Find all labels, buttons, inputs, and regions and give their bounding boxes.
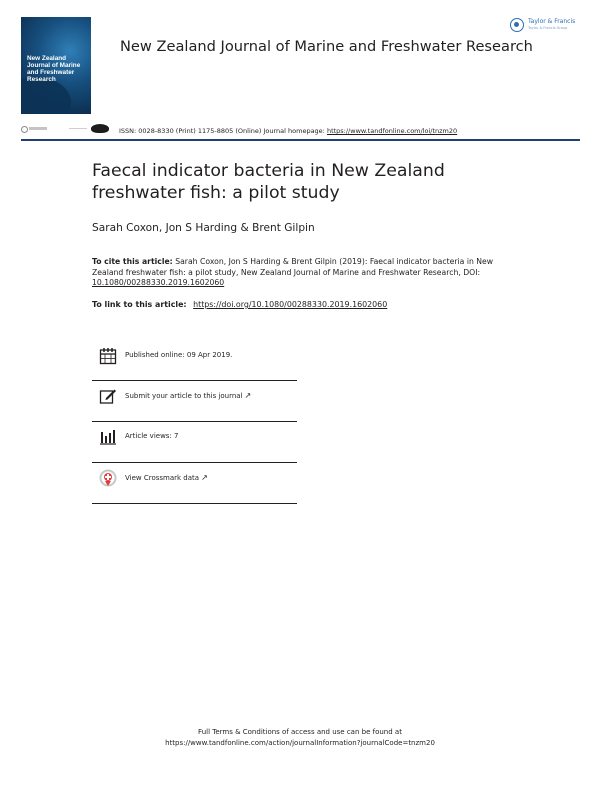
crossmark-link[interactable]: [125, 473, 208, 482]
bar-chart-icon: [99, 428, 117, 446]
publisher-logo[interactable]: [510, 16, 590, 36]
published-online-text: Published online: 09 Apr 2019.: [125, 351, 233, 359]
calendar-icon: [99, 347, 117, 365]
publisher-name: Taylor & Francis: [528, 18, 576, 25]
footer: [0, 727, 600, 749]
citation-label: To cite this article:: [92, 257, 173, 266]
crossmark-icon: [99, 469, 117, 487]
header-rule: [21, 139, 580, 141]
journal-homepage-link[interactable]: https://www.tandfonline.com/loi/tnzm20: [326, 127, 458, 135]
edit-icon: [99, 387, 117, 405]
divider-line: [69, 128, 87, 129]
partner-logo-icon: [91, 124, 109, 133]
article-doi-link[interactable]: https://doi.org/10.1080/00288330.2019.1602060: [193, 300, 388, 309]
footer-terms-text: Full Terms & Conditions of access and use can be found at: [198, 728, 402, 736]
citation-doi-link[interactable]: 10.1080/00288330.2019.1602060: [92, 278, 225, 288]
issn-line: [119, 127, 457, 135]
link-label: To link to this article:: [92, 300, 187, 309]
publisher-logo-icon: [510, 18, 524, 32]
issn-text: ISSN: 0028-8330 (Print) 1175-8805 (Online) Journal homepage:: [119, 127, 325, 135]
external-link-icon: ↗: [244, 391, 252, 400]
submit-article-text: Submit your article to this journal: [125, 392, 243, 400]
crossmark-text: View Crossmark data: [125, 474, 200, 482]
partner-logos: [21, 124, 111, 136]
citation-block: [92, 257, 512, 289]
divider: [92, 462, 297, 463]
citation-text: Sarah Coxon, Jon S Harding & Brent Gilpin (2019): Faecal indicator bacteria in New Zealand freshwater fish: a pilot study, New Zealand Journal of Marine and Freshwater Research, DOI:: [92, 257, 494, 277]
divider: [92, 380, 297, 381]
article-authors: Sarah Coxon, Jon S Harding & Brent Gilpin: [92, 222, 315, 234]
journal-cover-image: [21, 17, 91, 114]
footer-terms-link[interactable]: https://www.tandfonline.com/action/journalInformation?journalCode=tnzm20: [165, 739, 435, 747]
publisher-subtitle: Taylor & Francis Group: [528, 26, 568, 30]
journal-name: New Zealand Journal of Marine and Freshwater Research: [120, 38, 533, 55]
external-link-icon: ↗: [201, 473, 208, 482]
society-logo: [29, 127, 47, 130]
article-title: Faecal indicator bacteria in New Zealand freshwater fish: a pilot study: [92, 161, 445, 203]
divider: [92, 503, 297, 504]
society-seal-icon: [21, 126, 28, 133]
published-online-row: [92, 347, 297, 387]
divider: [92, 421, 297, 422]
article-views-text: Article views: 7: [125, 432, 179, 440]
cover-title: New Zealand Journal of Marine and Freshwater Research: [27, 55, 81, 83]
article-link-line: [92, 300, 387, 309]
submit-article-link[interactable]: [125, 391, 251, 400]
